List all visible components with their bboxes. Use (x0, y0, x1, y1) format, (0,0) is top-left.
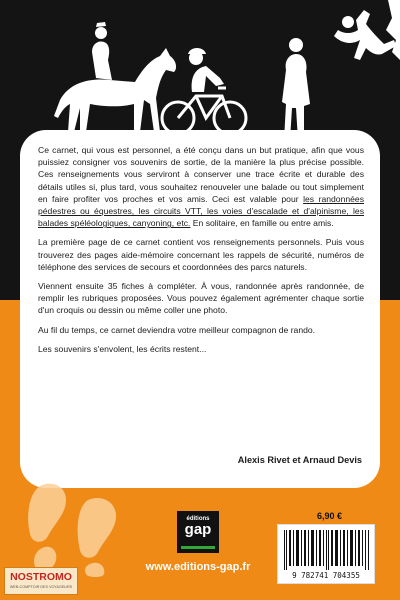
description-card (20, 130, 380, 488)
nostromo-sticker: NOSTROMO WEB-COMPTOIR DES VOYAGEURS (4, 567, 78, 595)
paragraph-intro: Ce carnet, qui vous est personnel, a été conçu dans un but pratique, afin que vous puissiez consigner vos souvenirs de sortie, de la manière la plus précise possible. Ces renseignements vous serviront à conserver une trace écrite et durable des détails utiles si, plus tard, vous souhaitez renouveler une balade ou tout simplement en faire profiter vos proches et vos amis. Ceci est valable pour les randonnées pédestres ou équestres, les circuits VTT, les voies d'escalade et d'alpinisme, les balades spéléologiques, canyoning, etc. En solitaire, en famille ou entre amis. (38, 145, 364, 229)
publisher-logo: éditions gap (177, 511, 219, 553)
shoe-print-icon (22, 478, 132, 578)
barcode-number: 9 782741 704355 (292, 571, 360, 580)
barcode-bars (284, 530, 370, 570)
paragraph-companion: Au fil du temps, ce carnet deviendra votre meilleur compagnon de rando. (38, 324, 316, 335)
paragraph-contents: La première page de ce carnet contient vos renseignements personnels. Puis vous trouverez des pages aide-mémoire concernant les rappels de sécurité, numéros de téléphone des services de secours et coordonnées des parcs naturels. (38, 237, 364, 272)
paragraph-sheets: Viennent ensuite 35 fiches à compléter. À vous, randonnée après randonnée, de remplir les rubriques proposées. Vous pouvez également agrémenter chaque sortie d'un croquis ou dessin ou même coller une photo. (38, 281, 364, 316)
publisher-url[interactable]: www.editions-gap.fr (145, 561, 251, 573)
horse-rider-silhouette (54, 48, 176, 132)
climber-silhouette (334, 10, 396, 60)
activities-underlined: les randonnées pédestres ou équestres, les circuits VTT, les voies d'escalade et d'alpinisme, les balades spéléologiques, canyoning, etc. (38, 193, 364, 229)
authors: Alexis Rivet et Arnaud Devis (237, 454, 362, 465)
paragraph-proverb: Les souvenirs s'envolent, les écrits restent... (38, 343, 207, 354)
barcode (277, 524, 375, 584)
price: 6,90 € (317, 511, 343, 521)
hiker-silhouette (282, 54, 310, 140)
